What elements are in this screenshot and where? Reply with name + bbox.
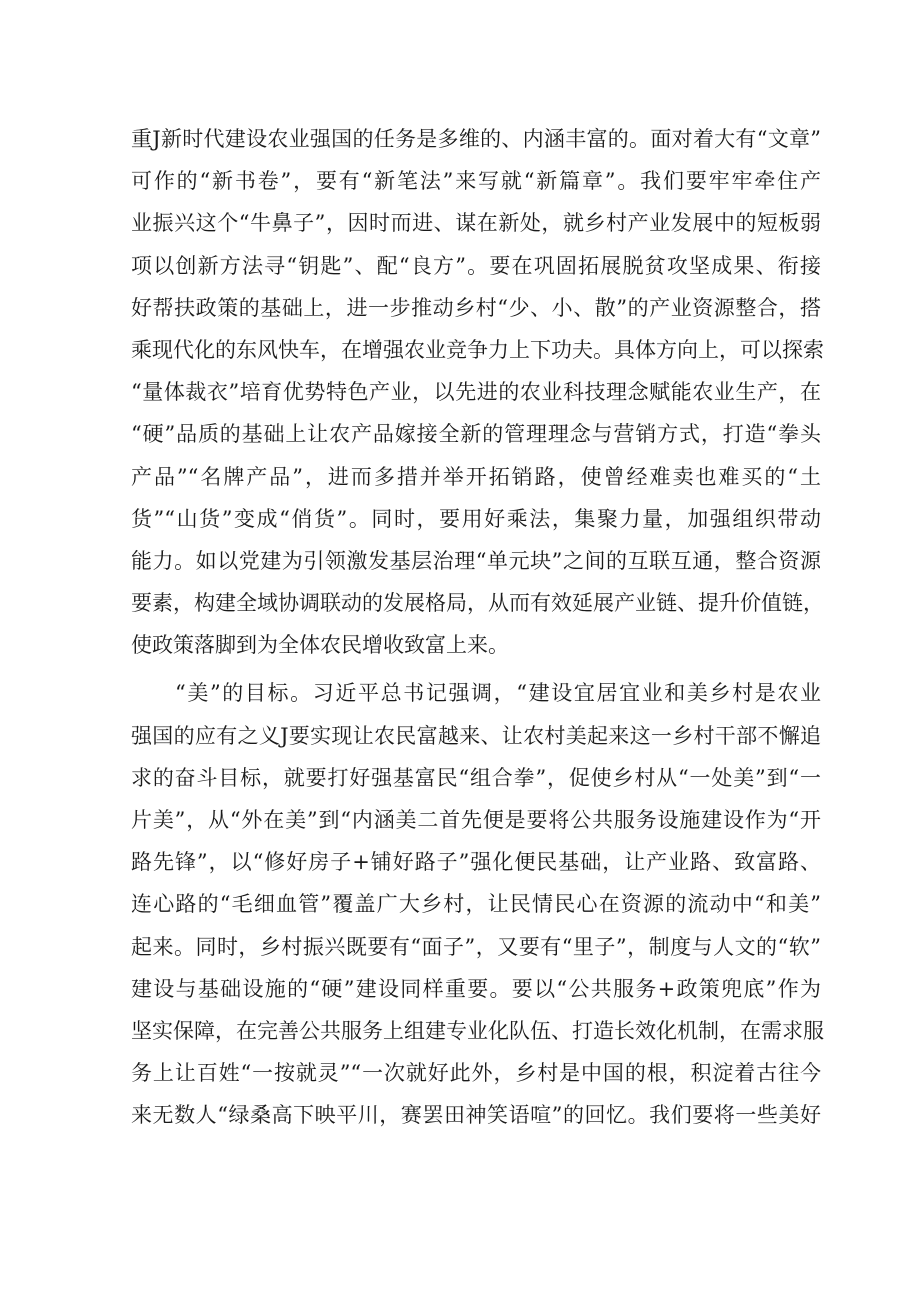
text-line: “硬”品质的基础上让农产品嫁接全新的管理理念与营销方式，打造“拳头 (131, 422, 821, 447)
text-line: 乘现代化的东风快车，在增强农业竞争力上下功夫。具体方向上，可以探索 (131, 337, 824, 362)
text-line: 连心路的“毛细血管”覆盖广大乡村，让民情民心在资源的流动中“和美” (131, 892, 821, 917)
text-line: 强国的应有之义J要实现让农民富越来、让农村美起来这一乡村干部不懈追 (131, 723, 821, 748)
text-line: 货”“山货”变成“俏货”。同时，要用好乘法，集聚力量，加强组织带动 (131, 506, 821, 531)
text-line: 起来。同时，乡村振兴既要有“面子”，又要有“里子”，制度与人文的“软” (131, 934, 821, 959)
text-line: 坚实保障，在完善公共服务上组建专业化队伍、打造长效化机制，在需求服 (131, 1018, 824, 1043)
text-line: 来无数人“绿桑高下映平川，赛罢田神笑语喧”的回忆。我们要将一些美好 (131, 1103, 821, 1128)
text-line: 业振兴这个“牛鼻子”，因时而进、谋在新处，就乡村产业发展中的短板弱 (131, 211, 821, 236)
text-line: 建设与基础设施的“硬”建设同样重要。要以“公共服务+政策兜底”作为 (131, 976, 821, 1001)
text-line: 片美”，从“外在美”到“内涵美二首先便是要将公共服务设施建设作为“开 (131, 808, 821, 832)
paragraph-2 (131, 672, 824, 1136)
text-line: 能力。如以党建为引领激发基层治理“单元块”之间的互联互通，整合资源 (131, 548, 821, 573)
text-line: 路先锋”，以“修好房子+铺好路子”强化便民基础，让产业路、致富路、 (131, 850, 821, 875)
text-line: 重J新时代建设农业强国的任务是多维的、内涵丰富的。面对着大有“文章” (131, 127, 821, 151)
text-line: “美”的目标。习近平总书记强调，“建设宜居宜业和美乡村是农业 (175, 681, 821, 706)
text-line: 务上让百姓“一按就灵”“一次就好此外，乡村是中国的根，积淀着古往今 (131, 1061, 821, 1086)
text-line: 求的奋斗目标，就要打好强基富民“组合拳”，促使乡村从“一处美”到“一 (131, 765, 821, 790)
text-line: 可作的“新书卷”，要有“新笔法”来写就“新篇章”。我们要牢牢牵住产 (131, 169, 821, 194)
text-line: 好帮扶政策的基础上，进一步推动乡村“少、小、散”的产业资源整合，搭 (131, 295, 821, 320)
text-line: 产品”“名牌产品”，进而多措并举开拓销路，使曾经难卖也难买的“土 (131, 464, 821, 489)
text-line: 项以创新方法寻“钥匙”、配“良方”。要在巩固拓展脱贫攻坚成果、衔接 (131, 253, 821, 278)
text-line: “量体裁衣”培育优势特色产业，以先进的农业科技理念赋能农业生产，在 (131, 380, 821, 405)
text-line: 使政策落脚到为全体农民增收致富上来。 (131, 633, 509, 658)
paragraph-1 (131, 118, 824, 666)
body-text (131, 118, 824, 1137)
text-line: 要素，构建全域协调联动的发展格局，从而有效延展产业链、提升价值链， (131, 591, 824, 616)
